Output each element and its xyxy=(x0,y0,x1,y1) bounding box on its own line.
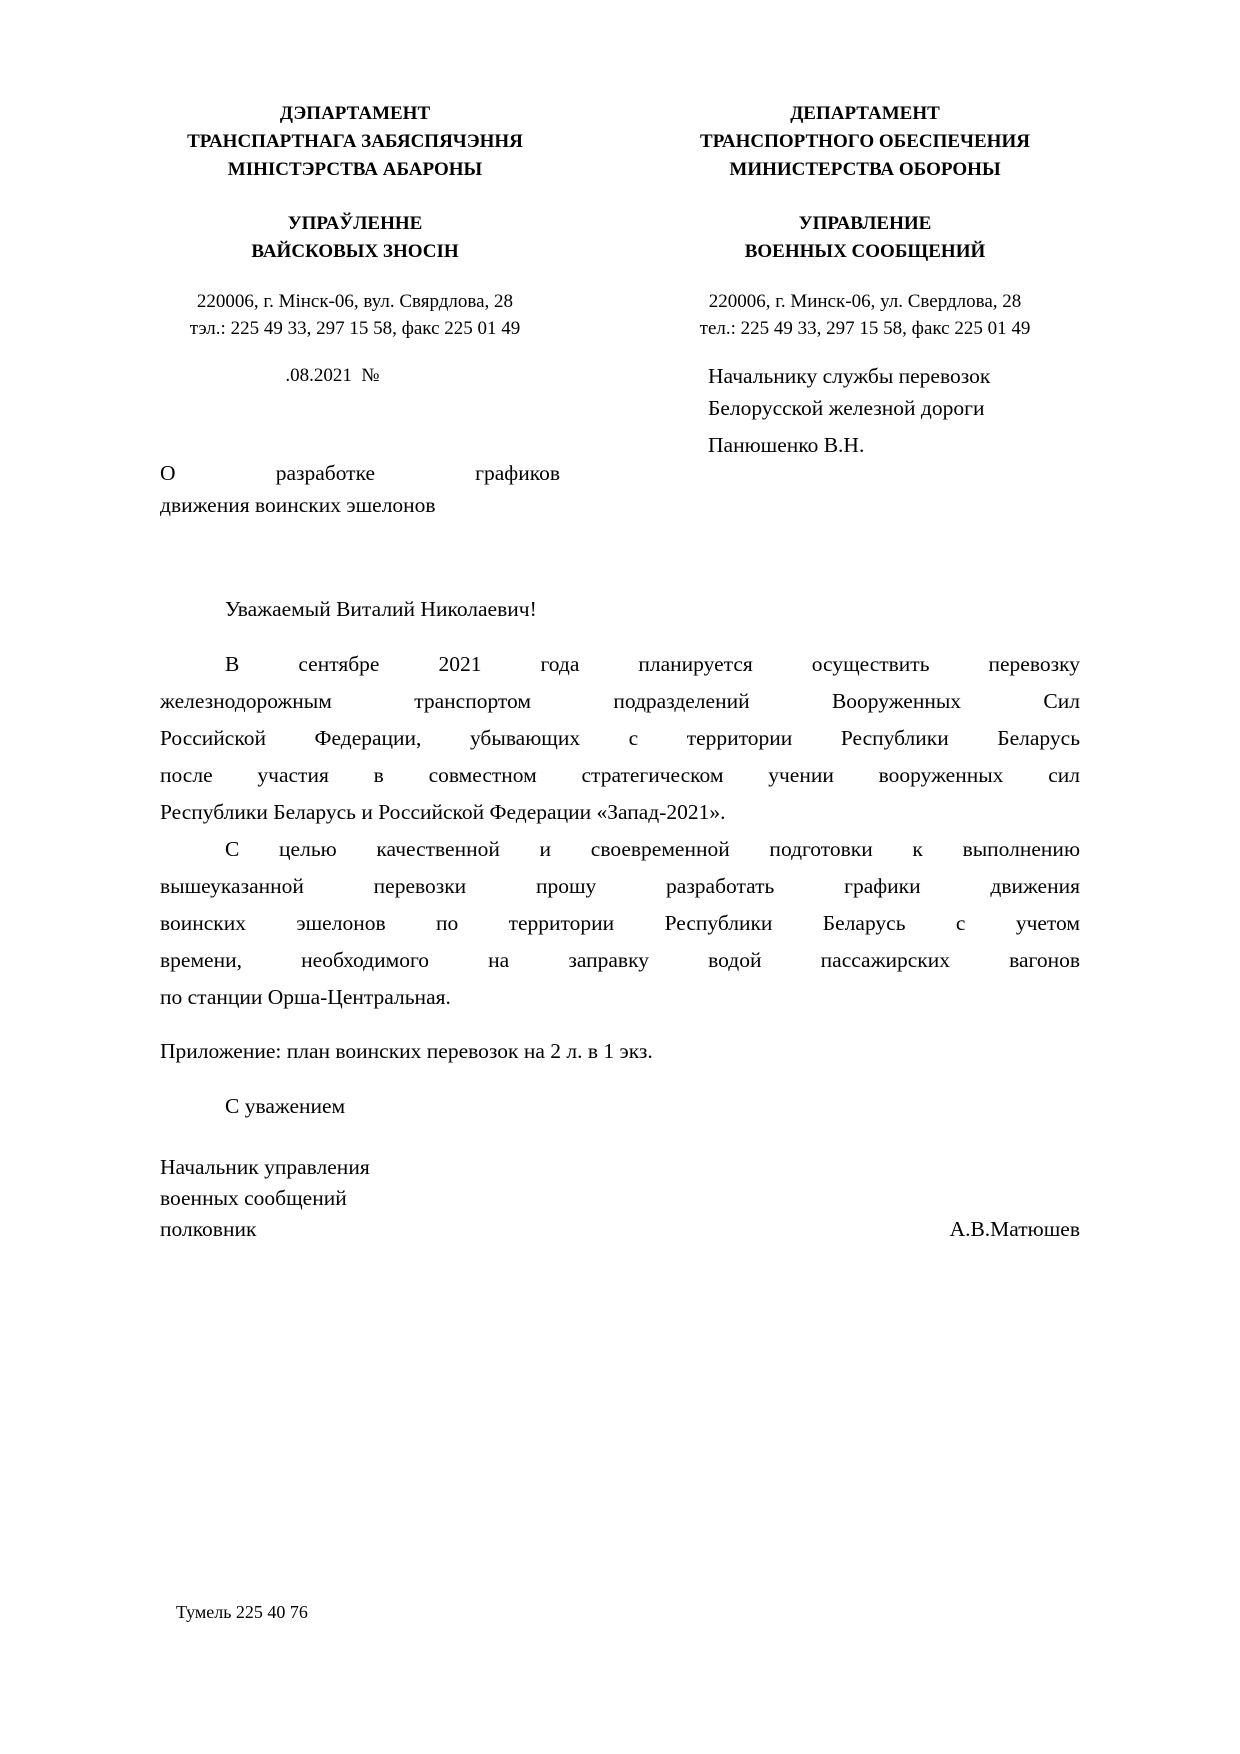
org-name-line: ТРАНСПАРТНАГА ЗАБЯСПЯЧЭННЯ xyxy=(187,131,523,152)
body-line: воинских эшелонов по территории Республики Беларусь с учетом xyxy=(160,911,1080,935)
body-line: железнодорожным транспортом подразделений Вооруженных Сил xyxy=(160,689,1080,713)
subject-line: О разработке графиков xyxy=(160,461,560,485)
phone-line: тел.: 225 49 33, 297 15 58, факс 225 01 49 xyxy=(699,318,1031,339)
executor-contact: Тумель 225 40 76 xyxy=(176,1602,308,1622)
recipient-name: Панюшенко В.Н. xyxy=(708,433,865,457)
body-line: после участия в совместном стратегическом учении вооруженных сил xyxy=(160,763,1080,787)
recipient-block xyxy=(630,360,1100,461)
recipient-line: Начальнику службы перевозок xyxy=(708,364,991,388)
signer-name: А.В.Матюшев xyxy=(949,1217,1080,1241)
org-name-line: ДЕПАРТАМЕНТ xyxy=(790,103,940,124)
address-line: 220006, г. Мінск-06, вул. Свярдлова, 28 xyxy=(196,291,514,312)
body-line: времени, необходимого на заправку водой пассажирских вагонов xyxy=(160,948,1080,972)
signer-position-line: Начальник управления xyxy=(160,1155,370,1179)
body-line: С целью качественной и своевременной подготовки к выполнению xyxy=(225,837,1080,861)
subject-block xyxy=(160,457,560,521)
org-name-line: МИНИСТЕРСТВА ОБОРОНЫ xyxy=(729,159,1001,180)
signer-position-line: военных сообщений xyxy=(160,1186,347,1210)
recipient-line: Белорусской железной дороги xyxy=(708,396,985,420)
signature-row xyxy=(160,1214,1080,1245)
body-line: В сентябре 2021 года планируется осуществить перевозку xyxy=(225,652,1080,676)
phone-line: тэл.: 225 49 33, 297 15 58, факс 225 01 49 xyxy=(189,318,521,339)
date-and-recipient-row xyxy=(0,360,1240,461)
attachment-line: Приложение: план воинских перевозок на 2 л. в 1 экз. xyxy=(160,1039,653,1063)
letterhead-right xyxy=(630,100,1100,342)
body-line: по станции Орша-Центральная. xyxy=(160,985,451,1009)
unit-name-line: ВОЕННЫХ СООБЩЕНИЙ xyxy=(744,241,986,262)
subject-line: движения воинских эшелонов xyxy=(160,493,436,517)
signature-block xyxy=(160,1152,1080,1245)
body-paragraph-2 xyxy=(160,831,1080,1016)
org-name-line: ТРАНСПОРТНОГО ОБЕСПЕЧЕНИЯ xyxy=(700,131,1030,152)
date-number-line: .08.2021 № xyxy=(285,365,380,386)
body-line: Республики Беларусь и Российской Федерации «Запад-2021». xyxy=(160,800,726,824)
unit-name-line: УПРАЎЛЕННЕ xyxy=(287,213,423,234)
body-line: вышеуказанной перевозки прошу разработать графики движения xyxy=(160,874,1080,898)
signer-rank: полковник xyxy=(160,1217,257,1241)
unit-name-line: ВАЙСКОВЫХ ЗНОСІН xyxy=(251,241,459,262)
salutation: Уважаемый Виталий Николаевич! xyxy=(225,597,537,621)
body-paragraph-1 xyxy=(160,646,1080,831)
org-name-line: ДЭПАРТАМЕНТ xyxy=(279,103,431,124)
body-line: Российской Федерации, убывающих с территории Республики Беларусь xyxy=(160,726,1080,750)
org-name-line: МІНІСТЭРСТВА АБАРОНЫ xyxy=(227,159,483,180)
closing-line: С уважением xyxy=(225,1094,346,1118)
address-line: 220006, г. Минск-06, ул. Свердлова, 28 xyxy=(708,291,1022,312)
letterhead-left xyxy=(140,100,570,342)
letterhead xyxy=(0,100,1240,342)
unit-name-line: УПРАВЛЕНИЕ xyxy=(798,213,932,234)
